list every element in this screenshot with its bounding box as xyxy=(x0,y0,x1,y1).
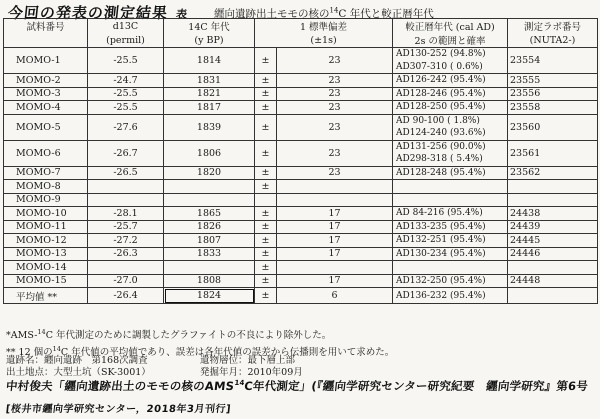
footnote-2: ** 12 個の$^{14}$C 年代値の平均値であり、誤差は各年代値の誤差から伝播則を用いて求めた。 xyxy=(6,344,395,358)
cal-range-line: AD 84-216 (95.4%) xyxy=(396,208,483,218)
average-row xyxy=(4,288,598,304)
table-row xyxy=(4,166,598,180)
age-value: 1814 xyxy=(164,48,255,74)
age-value: 1808 xyxy=(164,274,255,288)
plus-minus xyxy=(255,193,277,207)
cal-range-line: AD131-256 (90.0%) xyxy=(396,141,486,152)
d13c-value: -27.2 xyxy=(88,234,164,248)
lab-number: 24445 xyxy=(508,234,598,248)
lab-number: 23562 xyxy=(508,166,598,180)
plus-minus: ± xyxy=(255,166,277,180)
site-name: 遺跡名：纒向遺跡 第168次調査 xyxy=(6,355,148,366)
cal-range-line: AD307-310 ( 0.6%) xyxy=(396,61,483,72)
cal-range-line: AD298-318 ( 5.4%) xyxy=(396,154,483,164)
d13c-value: -27.0 xyxy=(88,274,164,288)
table-row xyxy=(4,140,598,166)
sd-value: 23 xyxy=(277,166,393,180)
plus-minus: ± xyxy=(255,114,277,140)
plus-minus: ± xyxy=(255,74,277,88)
header-row xyxy=(4,19,598,34)
table-row xyxy=(4,87,598,101)
age-unit: (y BP) xyxy=(164,33,255,48)
sample-header: 試料番号 xyxy=(4,19,88,34)
sample-id: MOMO-13 xyxy=(4,247,88,261)
sample-id: MOMO-1 xyxy=(4,48,88,74)
sd-value: 17 xyxy=(277,274,393,288)
sd-value: 17 xyxy=(277,234,393,248)
average-pm: ± xyxy=(255,288,277,304)
sample-id: MOMO-3 xyxy=(4,87,88,101)
age-value xyxy=(164,193,255,207)
d13c-value: -27.6 xyxy=(88,114,164,140)
age-value xyxy=(164,180,255,194)
cal-range xyxy=(393,114,508,140)
d13c-header: d13C xyxy=(88,19,164,34)
sd-value: 23 xyxy=(277,87,393,101)
d13c-value: -25.5 xyxy=(88,87,164,101)
cal-range-line: AD130-252 (94.8%) xyxy=(396,49,486,59)
sd-header: 1 標準偏差 xyxy=(255,19,393,34)
d13c-value: -25.5 xyxy=(88,48,164,74)
age-value: 1831 xyxy=(164,74,255,88)
sd-value: 23 xyxy=(277,140,393,166)
lab-number: 23560 xyxy=(508,114,598,140)
sd-value: 23 xyxy=(277,101,393,115)
cal-range-line: AD130-234 (95.4%) xyxy=(396,248,486,259)
find-layer: 遺物層位：最下層上部 xyxy=(200,355,296,366)
cal-range xyxy=(393,261,508,275)
sd-value xyxy=(277,261,393,275)
results-table xyxy=(3,18,598,304)
age-header: 14C 年代 xyxy=(164,19,255,34)
age-value xyxy=(164,261,255,275)
cal-range-line xyxy=(396,194,505,207)
sd-value: 23 xyxy=(277,48,393,74)
sd-value: 17 xyxy=(277,207,393,221)
table-row xyxy=(4,247,598,261)
table-row xyxy=(4,74,598,88)
excavation-date: 発掘年月：2010年09月 xyxy=(200,367,303,378)
cal-range xyxy=(393,166,508,180)
d13c-value: -25.7 xyxy=(88,220,164,234)
sample-id: MOMO-5 xyxy=(4,114,88,140)
cal-range-line: AD124-240 (93.6%) xyxy=(396,128,486,138)
cal-range xyxy=(393,87,508,101)
cal-range xyxy=(393,140,508,166)
sd-value: 23 xyxy=(277,74,393,88)
lab-number: 24448 xyxy=(508,274,598,288)
handwritten-table-mark: 表 xyxy=(175,8,188,21)
cal-range xyxy=(393,207,508,221)
cal-header: 較正暦年代 (cal AD) xyxy=(393,19,508,34)
lab-number: 23561 xyxy=(508,140,598,166)
plus-minus: ± xyxy=(255,261,277,275)
sample-id: MOMO-6 xyxy=(4,140,88,166)
plus-minus: ± xyxy=(255,87,277,101)
cal-range xyxy=(393,48,508,74)
age-value: 1820 xyxy=(164,166,255,180)
age-value: 1806 xyxy=(164,140,255,166)
lab-number: 23558 xyxy=(508,101,598,115)
header-units-row xyxy=(4,33,598,48)
cal-range xyxy=(393,220,508,234)
d13c-value xyxy=(88,261,164,275)
cal-range-line: AD128-246 (95.4%) xyxy=(396,88,486,99)
sd-value: 17 xyxy=(277,247,393,261)
table-row xyxy=(4,193,598,207)
handwritten-title: 今回の発表の測定結果 xyxy=(7,4,169,22)
plus-minus: ± xyxy=(255,180,277,194)
cal-range-line: AD132-250 (95.4%) xyxy=(396,275,486,286)
cal-subheader: 2s の範囲と確率 xyxy=(393,33,508,48)
d13c-value: -24.7 xyxy=(88,74,164,88)
plus-minus: ± xyxy=(255,140,277,166)
d13c-value xyxy=(88,193,164,207)
lab-number xyxy=(508,193,598,207)
lab-subheader: (NUTA2-) xyxy=(508,33,598,48)
cal-range xyxy=(393,234,508,248)
lab-number: 24439 xyxy=(508,220,598,234)
cal-range-line: AD126-242 (95.4%) xyxy=(396,75,486,85)
handwritten-citation: 中村俊夫「纒向遺跡出土のモモの核のAMS$^{14}$C年代測定」(『纒向学研究センター研究紀要 纒向学研究』第6号 xyxy=(5,379,589,393)
d13c-value: -25.5 xyxy=(88,101,164,115)
plus-minus: ± xyxy=(255,207,277,221)
cal-range xyxy=(393,101,508,115)
age-value: 1826 xyxy=(164,220,255,234)
footnote-1: *AMS-$^{14}$C 年代測定のために調製したグラファイトの不良により除外した。 xyxy=(6,328,332,342)
plus-minus: ± xyxy=(255,274,277,288)
lab-number: 23554 xyxy=(508,48,598,74)
plus-minus: ± xyxy=(255,234,277,248)
d13c-unit: (permil) xyxy=(88,33,164,48)
sample-id: MOMO-9 xyxy=(4,193,88,207)
d13c-value: -28.1 xyxy=(88,207,164,221)
average-label: 平均値 ** xyxy=(4,288,88,304)
sample-id: MOMO-11 xyxy=(4,220,88,234)
sd-unit: (±1s) xyxy=(255,33,393,48)
plus-minus: ± xyxy=(255,48,277,74)
table-row xyxy=(4,274,598,288)
sample-id: MOMO-4 xyxy=(4,101,88,115)
cal-range-line: AD128-250 (95.4%) xyxy=(396,102,486,112)
table-caption: 纒向遺跡出土モモの核の$^{14}$C 年代と較正暦年代 xyxy=(214,6,434,20)
sample-id: MOMO-8 xyxy=(4,180,88,194)
age-value: 1807 xyxy=(164,234,255,248)
find-location: 出土地点：大型土坑（SK-3001） xyxy=(6,367,151,378)
age-value: 1817 xyxy=(164,101,255,115)
lab-number xyxy=(508,180,598,194)
table-row xyxy=(4,207,598,221)
table-row xyxy=(4,48,598,74)
cal-range-line xyxy=(396,261,505,274)
lab-header: 測定ラボ番号 xyxy=(508,19,598,34)
lab-number: 24446 xyxy=(508,247,598,261)
average-age: 1824 xyxy=(164,288,255,304)
plus-minus: ± xyxy=(255,101,277,115)
cal-range-line: AD 90-100 ( 1.8%) xyxy=(396,115,480,126)
handwritten-publisher: [桜井市纒向学研究センター，2018年3月刊行] xyxy=(5,404,232,415)
age-value: 1839 xyxy=(164,114,255,140)
age-value: 1821 xyxy=(164,87,255,101)
lab-number: 23556 xyxy=(508,87,598,101)
cal-range xyxy=(393,193,508,207)
cal-range xyxy=(393,180,508,194)
sample-id: MOMO-7 xyxy=(4,166,88,180)
sd-value xyxy=(277,180,393,194)
table-row xyxy=(4,234,598,248)
cal-range xyxy=(393,274,508,288)
sample-id: MOMO-14 xyxy=(4,261,88,275)
average-cal: AD136-232 (95.4%) xyxy=(393,288,508,304)
d13c-value xyxy=(88,180,164,194)
d13c-value: -26.3 xyxy=(88,247,164,261)
cal-range-line: AD132-251 (95.4%) xyxy=(396,235,486,245)
average-d13c: -26.4 xyxy=(88,288,164,304)
lab-number: 24438 xyxy=(508,207,598,221)
cal-range xyxy=(393,74,508,88)
table-row xyxy=(4,220,598,234)
cal-range-line: AD128-248 (95.4%) xyxy=(396,167,486,178)
sd-value: 17 xyxy=(277,220,393,234)
sd-value xyxy=(277,193,393,207)
table-row xyxy=(4,180,598,194)
plus-minus: ± xyxy=(255,247,277,261)
plus-minus: ± xyxy=(255,220,277,234)
cal-range-line xyxy=(396,180,505,193)
cal-range-line: AD133-235 (95.4%) xyxy=(396,221,486,232)
sample-id: MOMO-15 xyxy=(4,274,88,288)
lab-number xyxy=(508,261,598,275)
d13c-value: -26.5 xyxy=(88,166,164,180)
sample-id: MOMO-2 xyxy=(4,74,88,88)
lab-number: 23555 xyxy=(508,74,598,88)
d13c-value: -26.7 xyxy=(88,140,164,166)
table-row xyxy=(4,114,598,140)
age-value: 1833 xyxy=(164,247,255,261)
age-value: 1865 xyxy=(164,207,255,221)
sample-id: MOMO-12 xyxy=(4,234,88,248)
table-row xyxy=(4,261,598,275)
cal-range xyxy=(393,247,508,261)
average-sd: 6 xyxy=(277,288,393,304)
table-row xyxy=(4,101,598,115)
sd-value: 23 xyxy=(277,114,393,140)
sample-id: MOMO-10 xyxy=(4,207,88,221)
